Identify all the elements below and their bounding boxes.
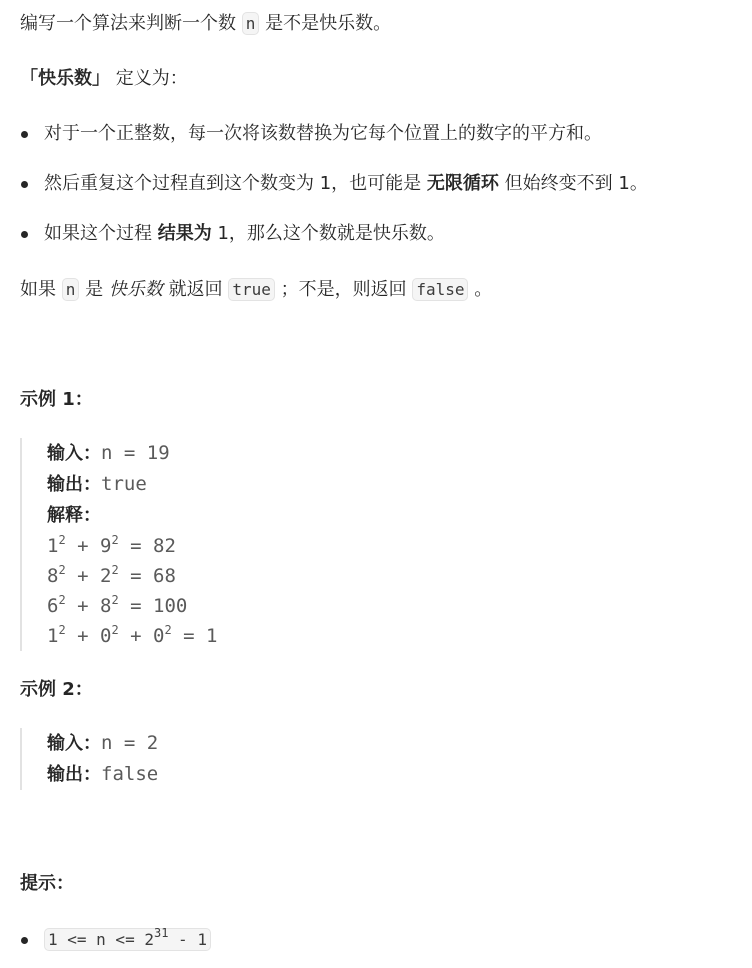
inline-code-n: n	[62, 278, 80, 301]
example-2-input	[47, 728, 158, 759]
input-value: n = 2	[101, 732, 159, 754]
list-item	[44, 220, 445, 248]
definition-text: 定义为：	[115, 68, 188, 89]
rule-emphasis: 快乐数	[108, 279, 163, 300]
bullet-dot	[21, 131, 28, 138]
example-1-input	[47, 438, 217, 469]
bullet-dot	[21, 181, 28, 188]
rule-text: 如果	[20, 279, 56, 300]
bullet-dot	[21, 937, 28, 944]
list-item	[44, 120, 602, 148]
explain-step: $6^2 + 8^2 = 100$	[47, 593, 188, 617]
list-item-text: 然后重复这个过程直到这个数变为 1，也可能是	[44, 173, 422, 194]
example-1-title: 示例 1：	[20, 389, 93, 410]
example-2-output	[47, 759, 158, 790]
explain-step: $8^2 + 2^2 = 68$	[47, 563, 176, 587]
output-value: false	[101, 763, 159, 785]
constraint-code: $1 <= n <= 2^{31} - 1$	[44, 928, 211, 951]
example-2-block	[20, 728, 158, 790]
definition	[20, 65, 188, 93]
example-1-output	[47, 469, 217, 500]
definition-term: 「快乐数」	[20, 68, 110, 89]
list-item-bold: 无限循环	[426, 173, 499, 194]
input-value: n = 19	[101, 442, 170, 464]
explain-step: $1^2 + 9^2 = 82$	[47, 533, 176, 557]
list-item-text: 如果这个过程	[44, 223, 152, 244]
input-label: 输入：	[47, 443, 101, 464]
explain-step: $1^2 + 0^2 + 0^2 = 1$	[47, 623, 218, 647]
bullet-dot	[21, 231, 28, 238]
return-rule	[20, 276, 492, 304]
inline-code-true: true	[228, 278, 275, 301]
problem-statement	[20, 10, 391, 38]
inline-code-false: false	[412, 278, 468, 301]
list-item-text: 对于一个正整数，每一次将该数替换为它每个位置上的数字的平方和。	[44, 123, 602, 144]
inline-code-n: n	[242, 12, 260, 35]
output-label: 输出：	[47, 764, 101, 785]
list-item-text: 1，那么这个数就是快乐数。	[217, 223, 445, 244]
rule-text: 是	[85, 279, 104, 300]
example-1-block	[20, 438, 217, 651]
rule-text: ；不是，则返回	[280, 279, 407, 300]
statement-text-a: 编写一个算法来判断一个数	[20, 13, 236, 34]
rule-text: 就返回	[168, 279, 223, 300]
statement-text-b: 是不是快乐数。	[265, 13, 392, 34]
list-item-bold: 结果为	[157, 223, 212, 244]
output-value: true	[101, 473, 147, 495]
example-1-explain	[47, 500, 217, 531]
explain-label: 解释：	[47, 505, 101, 526]
list-item	[44, 170, 648, 198]
input-label: 输入：	[47, 733, 101, 754]
output-label: 输出：	[47, 474, 101, 495]
constraint-item	[44, 926, 211, 954]
hints-title: 提示：	[20, 873, 74, 894]
example-2-title: 示例 2：	[20, 679, 93, 700]
list-item-text: 但始终变不到 1。	[504, 173, 648, 194]
rule-text: 。	[474, 279, 493, 300]
